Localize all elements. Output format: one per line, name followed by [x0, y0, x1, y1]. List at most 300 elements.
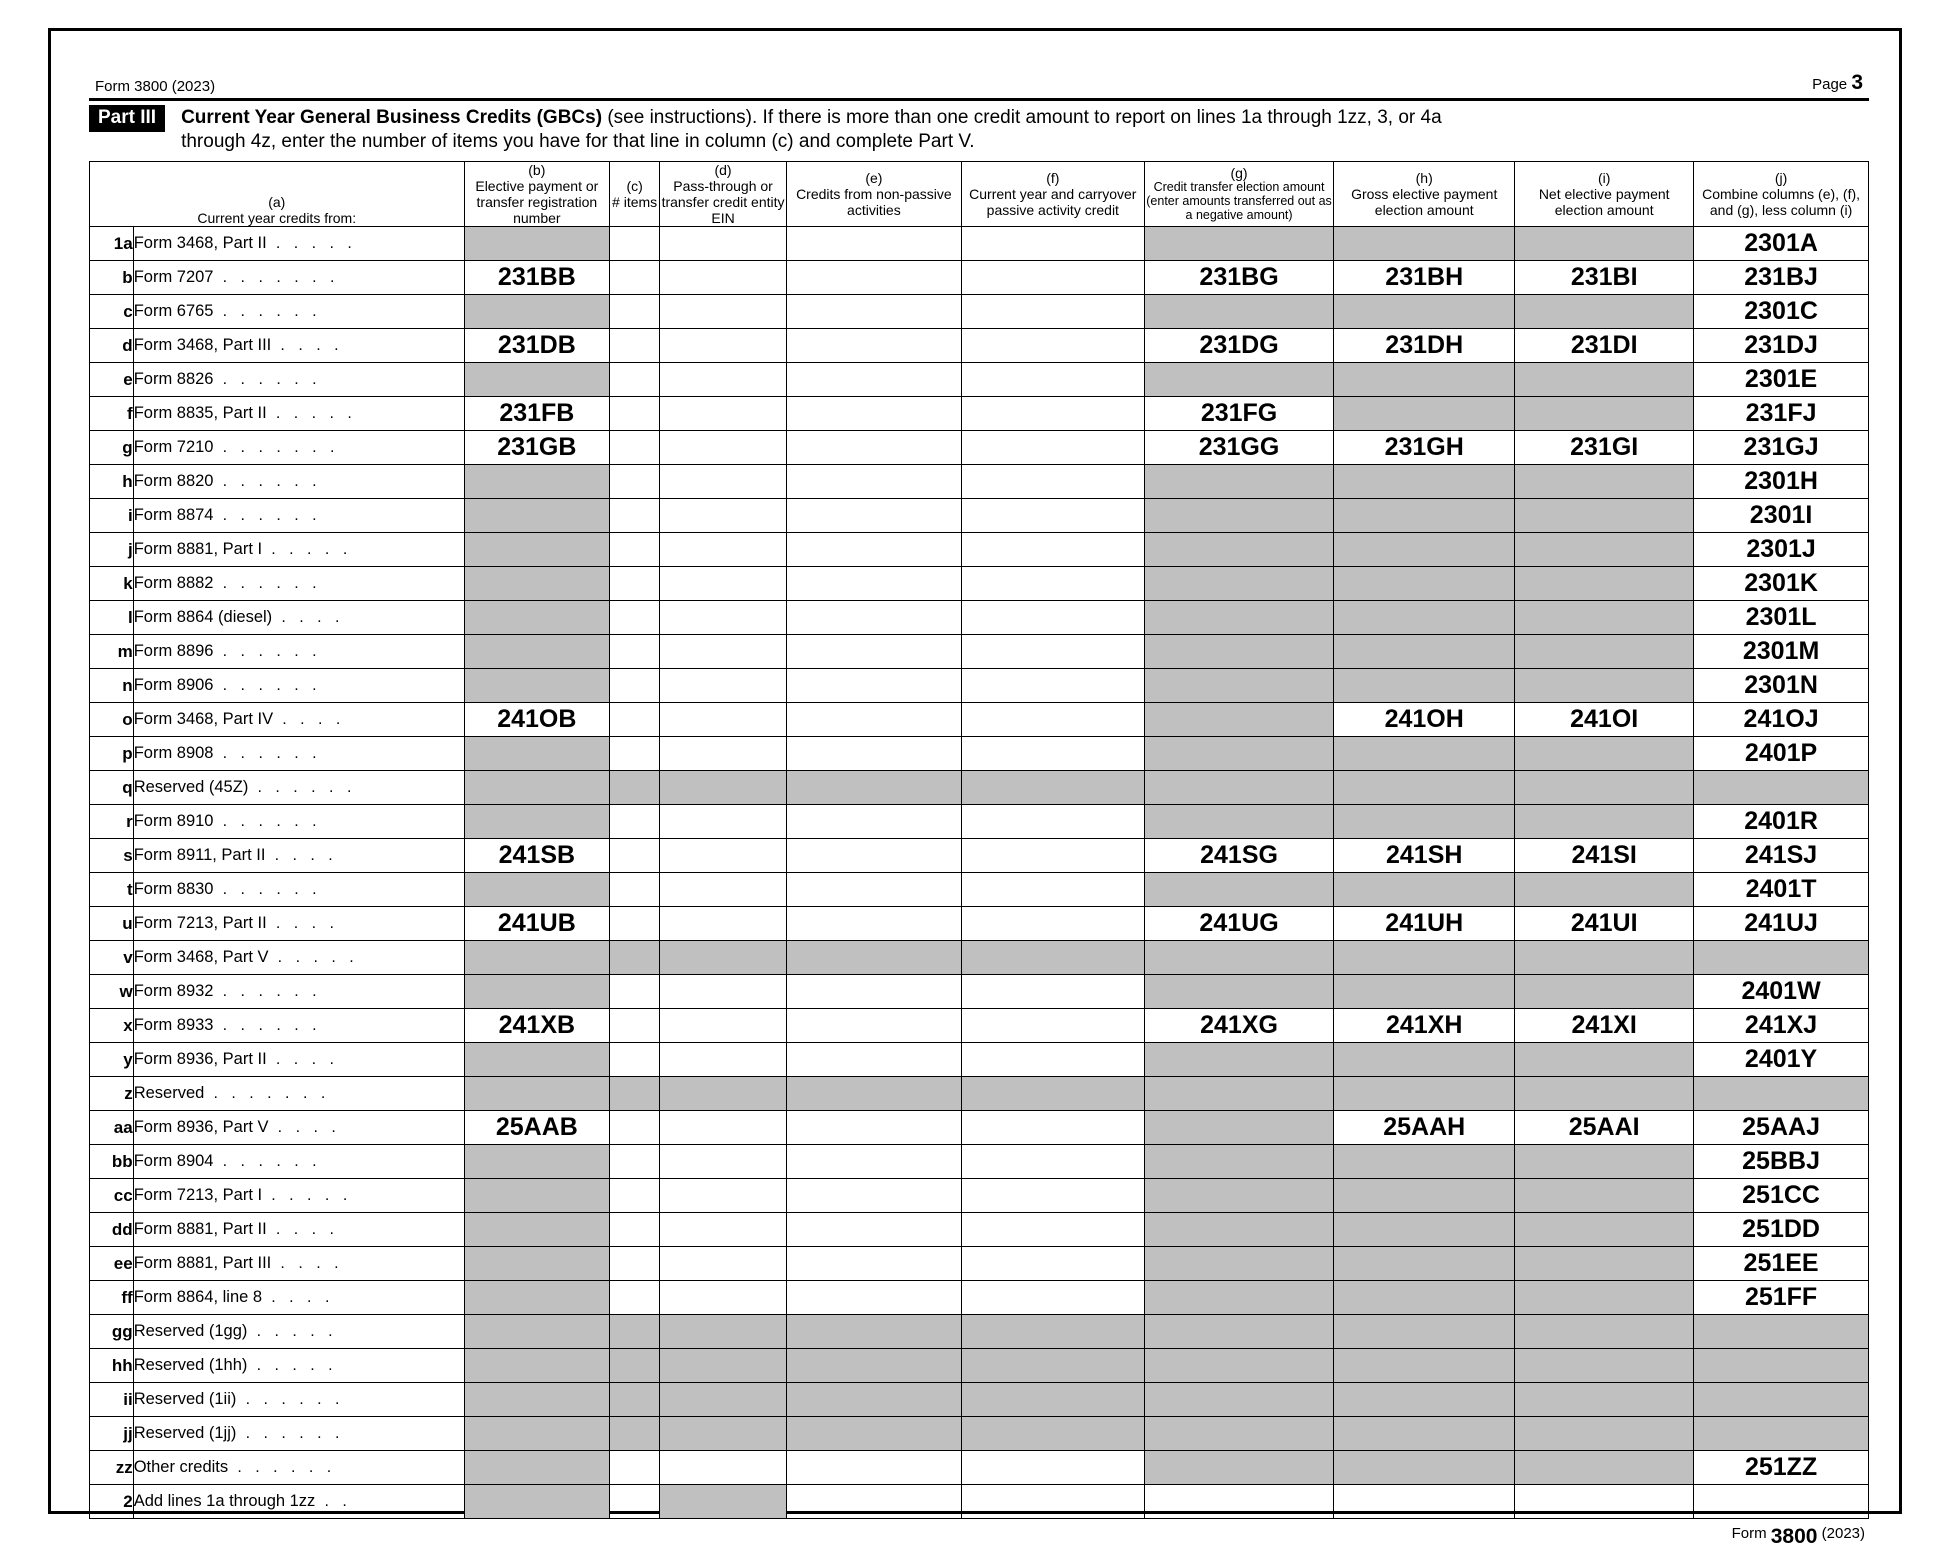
cell-i	[1515, 1417, 1694, 1451]
column-letter-e: (e)	[865, 169, 883, 186]
cell-c[interactable]	[610, 1145, 660, 1179]
cell-i	[1515, 941, 1694, 975]
cell-g[interactable]: 231BG	[1144, 261, 1333, 295]
row-description-text: Form 8881, Part I	[133, 540, 263, 558]
cell-d[interactable]	[660, 805, 787, 839]
cell-j[interactable]: 25BBJ	[1694, 1145, 1869, 1179]
cell-h	[1334, 669, 1515, 703]
cell-f[interactable]	[961, 839, 1144, 873]
cell-d[interactable]	[660, 1179, 787, 1213]
cell-c[interactable]	[610, 1247, 660, 1281]
cell-i[interactable]: 231DI	[1515, 329, 1694, 363]
row-description-text: Form 6765	[133, 302, 214, 320]
cell-d[interactable]	[660, 669, 787, 703]
cell-d[interactable]	[660, 397, 787, 431]
cell-i[interactable]: 241XI	[1515, 1009, 1694, 1043]
cell-c[interactable]	[610, 261, 660, 295]
row-description	[133, 1043, 464, 1077]
row-label: o	[90, 703, 134, 737]
cell-b[interactable]: 231BB	[464, 261, 610, 295]
cell-d[interactable]	[660, 907, 787, 941]
cell-f[interactable]	[961, 227, 1144, 261]
cell-c[interactable]	[610, 567, 660, 601]
cell-c[interactable]	[610, 1043, 660, 1077]
cell-f[interactable]	[961, 533, 1144, 567]
cell-d[interactable]	[660, 499, 787, 533]
row-description-text: Form 8864 (diesel)	[133, 608, 273, 626]
cell-i[interactable]	[1515, 1485, 1694, 1519]
cell-i	[1515, 227, 1694, 261]
leader-dots: . . . .	[280, 1255, 344, 1272]
cell-b	[464, 1281, 610, 1315]
leader-dots: . . . . . .	[222, 643, 322, 660]
cell-i[interactable]: 231BI	[1515, 261, 1694, 295]
row-label: i	[90, 499, 134, 533]
cell-c[interactable]	[610, 1281, 660, 1315]
cell-f[interactable]	[961, 1247, 1144, 1281]
cell-c[interactable]	[610, 737, 660, 771]
cell-b	[464, 873, 610, 907]
cell-c[interactable]	[610, 703, 660, 737]
cell-e[interactable]	[787, 261, 962, 295]
cell-g	[1144, 771, 1333, 805]
cell-h[interactable]: 241SH	[1334, 839, 1515, 873]
cell-c[interactable]	[610, 975, 660, 1009]
cell-j[interactable]: 241SJ	[1694, 839, 1869, 873]
cell-i[interactable]: 25AAI	[1515, 1111, 1694, 1145]
cell-e[interactable]	[787, 1145, 962, 1179]
row-label: aa	[90, 1111, 134, 1145]
row-description	[133, 1077, 464, 1111]
cell-d	[660, 1077, 787, 1111]
cell-c[interactable]	[610, 227, 660, 261]
row-description-text: Form 8864, line 8	[133, 1288, 263, 1306]
cell-c[interactable]	[610, 431, 660, 465]
cell-f[interactable]	[961, 431, 1144, 465]
cell-e[interactable]	[787, 533, 962, 567]
cell-d[interactable]	[660, 363, 787, 397]
cell-e[interactable]	[787, 1179, 962, 1213]
cell-i[interactable]: 241OI	[1515, 703, 1694, 737]
cell-j[interactable]: 2401Y	[1694, 1043, 1869, 1077]
cell-d[interactable]	[660, 1281, 787, 1315]
cell-g[interactable]: 241SG	[1144, 839, 1333, 873]
cell-g[interactable]: 241UG	[1144, 907, 1333, 941]
cell-e[interactable]	[787, 1009, 962, 1043]
cell-e[interactable]	[787, 737, 962, 771]
row-label: c	[90, 295, 134, 329]
cell-c[interactable]	[610, 329, 660, 363]
cell-e[interactable]	[787, 1451, 962, 1485]
table-row	[90, 1451, 1869, 1485]
cell-f[interactable]	[961, 1043, 1144, 1077]
row-description	[133, 635, 464, 669]
column-letter-b: (b)	[528, 161, 546, 178]
cell-d[interactable]	[660, 1043, 787, 1077]
cell-c[interactable]	[610, 295, 660, 329]
cell-e[interactable]	[787, 1213, 962, 1247]
cell-e[interactable]	[787, 669, 962, 703]
column-header-g	[1144, 161, 1333, 226]
cell-d[interactable]	[660, 873, 787, 907]
cell-e[interactable]	[787, 1485, 962, 1519]
cell-e[interactable]	[787, 227, 962, 261]
cell-g	[1144, 567, 1333, 601]
credits-table	[89, 161, 1869, 1519]
cell-f[interactable]	[961, 295, 1144, 329]
cell-j[interactable]: 2301E	[1694, 363, 1869, 397]
cell-j[interactable]: 231DJ	[1694, 329, 1869, 363]
cell-c[interactable]	[610, 1213, 660, 1247]
cell-e[interactable]	[787, 499, 962, 533]
cell-f[interactable]	[961, 669, 1144, 703]
row-label: w	[90, 975, 134, 1009]
cell-e[interactable]	[787, 465, 962, 499]
cell-f	[961, 1349, 1144, 1383]
cell-e[interactable]	[787, 1247, 962, 1281]
cell-c[interactable]	[610, 907, 660, 941]
cell-f[interactable]	[961, 1281, 1144, 1315]
cell-e[interactable]	[787, 567, 962, 601]
cell-b[interactable]: 231FB	[464, 397, 610, 431]
cell-i[interactable]: 231GI	[1515, 431, 1694, 465]
cell-j[interactable]: 251FF	[1694, 1281, 1869, 1315]
cell-g[interactable]	[1144, 1485, 1333, 1519]
cell-g[interactable]: 231GG	[1144, 431, 1333, 465]
cell-j[interactable]: 2301N	[1694, 669, 1869, 703]
cell-j[interactable]	[1694, 1485, 1869, 1519]
cell-h	[1334, 1213, 1515, 1247]
cell-d[interactable]	[660, 1213, 787, 1247]
cell-d[interactable]	[660, 261, 787, 295]
cell-d[interactable]	[660, 533, 787, 567]
cell-f[interactable]	[961, 1111, 1144, 1145]
leader-dots: . . . . . .	[222, 473, 322, 490]
cell-b[interactable]: 241OB	[464, 703, 610, 737]
cell-j	[1694, 1383, 1869, 1417]
cell-h	[1334, 805, 1515, 839]
row-label: z	[90, 1077, 134, 1111]
cell-d[interactable]	[660, 1247, 787, 1281]
cell-d[interactable]	[660, 227, 787, 261]
cell-c[interactable]	[610, 363, 660, 397]
cell-j[interactable]: 2401T	[1694, 873, 1869, 907]
cell-e[interactable]	[787, 805, 962, 839]
cell-f[interactable]	[961, 601, 1144, 635]
cell-e[interactable]	[787, 295, 962, 329]
table-row	[90, 465, 1869, 499]
table-row	[90, 1077, 1869, 1111]
cell-h	[1334, 295, 1515, 329]
column-header-j	[1694, 161, 1869, 226]
cell-d[interactable]	[660, 295, 787, 329]
cell-f[interactable]	[961, 329, 1144, 363]
cell-f[interactable]	[961, 1009, 1144, 1043]
cell-f[interactable]	[961, 567, 1144, 601]
cell-f[interactable]	[961, 465, 1144, 499]
cell-f[interactable]	[961, 363, 1144, 397]
row-description-text: Form 3468, Part IV	[133, 710, 274, 728]
row-description-text: Form 8896	[133, 642, 214, 660]
table-row	[90, 975, 1869, 1009]
cell-j[interactable]: 2301I	[1694, 499, 1869, 533]
cell-j[interactable]: 2301C	[1694, 295, 1869, 329]
row-label: d	[90, 329, 134, 363]
cell-d[interactable]	[660, 567, 787, 601]
row-description-text: Reserved (1ii)	[133, 1390, 237, 1408]
cell-j[interactable]: 231BJ	[1694, 261, 1869, 295]
table-body	[90, 227, 1869, 1519]
cell-b[interactable]: 231DB	[464, 329, 610, 363]
cell-c[interactable]	[610, 465, 660, 499]
cell-f[interactable]	[961, 873, 1144, 907]
cell-g[interactable]: 231FG	[1144, 397, 1333, 431]
cell-f[interactable]	[961, 1451, 1144, 1485]
cell-e[interactable]	[787, 329, 962, 363]
cell-j[interactable]: 2401W	[1694, 975, 1869, 1009]
row-description-text: Form 8830	[133, 880, 214, 898]
cell-c[interactable]	[610, 1451, 660, 1485]
cell-i	[1515, 295, 1694, 329]
table-row	[90, 397, 1869, 431]
cell-j[interactable]: 2301J	[1694, 533, 1869, 567]
cell-e[interactable]	[787, 397, 962, 431]
cell-c[interactable]	[610, 601, 660, 635]
table-row	[90, 1383, 1869, 1417]
footer-form-number: 3800	[1770, 1525, 1818, 1548]
row-label: gg	[90, 1315, 134, 1349]
cell-e[interactable]	[787, 839, 962, 873]
cell-c	[610, 1315, 660, 1349]
leader-dots: . . . . .	[275, 235, 357, 252]
cell-f[interactable]	[961, 1179, 1144, 1213]
cell-f[interactable]	[961, 703, 1144, 737]
row-description-text: Form 8874	[133, 506, 214, 524]
cell-e[interactable]	[787, 907, 962, 941]
row-label: n	[90, 669, 134, 703]
cell-f[interactable]	[961, 1485, 1144, 1519]
cell-i[interactable]: 241UI	[1515, 907, 1694, 941]
table-row	[90, 1043, 1869, 1077]
cell-j[interactable]: 251CC	[1694, 1179, 1869, 1213]
cell-e[interactable]	[787, 431, 962, 465]
table-row	[90, 635, 1869, 669]
cell-e[interactable]	[787, 1281, 962, 1315]
cell-i	[1515, 1349, 1694, 1383]
row-description	[133, 1145, 464, 1179]
leader-dots: . . . . . .	[222, 1153, 322, 1170]
cell-e[interactable]	[787, 873, 962, 907]
cell-d[interactable]	[660, 635, 787, 669]
cell-c[interactable]	[610, 1179, 660, 1213]
cell-e	[787, 941, 962, 975]
cell-e[interactable]	[787, 975, 962, 1009]
cell-e[interactable]	[787, 1043, 962, 1077]
cell-i[interactable]: 241SI	[1515, 839, 1694, 873]
cell-c[interactable]	[610, 635, 660, 669]
table-row	[90, 363, 1869, 397]
cell-g	[1144, 1281, 1333, 1315]
cell-b[interactable]: 241UB	[464, 907, 610, 941]
cell-b	[464, 1247, 610, 1281]
cell-c[interactable]	[610, 1111, 660, 1145]
cell-h	[1334, 465, 1515, 499]
cell-i	[1515, 805, 1694, 839]
cell-j[interactable]: 2401R	[1694, 805, 1869, 839]
row-description	[133, 1485, 464, 1519]
table-row	[90, 703, 1869, 737]
cell-h[interactable]: 241UH	[1334, 907, 1515, 941]
cell-j[interactable]: 241OJ	[1694, 703, 1869, 737]
cell-d[interactable]	[660, 703, 787, 737]
row-label: dd	[90, 1213, 134, 1247]
cell-f[interactable]	[961, 1213, 1144, 1247]
column-header-h	[1334, 161, 1515, 226]
row-label: 2	[90, 1485, 134, 1519]
cell-b	[464, 567, 610, 601]
cell-e[interactable]	[787, 363, 962, 397]
cell-g[interactable]: 241XG	[1144, 1009, 1333, 1043]
row-description-text: Form 7213, Part II	[133, 914, 267, 932]
cell-d[interactable]	[660, 1111, 787, 1145]
cell-d[interactable]	[660, 329, 787, 363]
cell-g	[1144, 805, 1333, 839]
cell-i	[1515, 771, 1694, 805]
cell-h[interactable]: 25AAH	[1334, 1111, 1515, 1145]
cell-f[interactable]	[961, 261, 1144, 295]
cell-d[interactable]	[660, 1009, 787, 1043]
leader-dots: . . . . . .	[237, 1459, 336, 1476]
cell-j[interactable]: 251DD	[1694, 1213, 1869, 1247]
column-header-a	[90, 161, 465, 226]
cell-j[interactable]: 2301L	[1694, 601, 1869, 635]
cell-c	[610, 941, 660, 975]
row-description	[133, 1179, 464, 1213]
cell-c[interactable]	[610, 805, 660, 839]
cell-f[interactable]	[961, 805, 1144, 839]
leader-dots: . . . .	[275, 1051, 339, 1068]
part-title: Current Year General Business Credits (GBCs)	[181, 107, 603, 128]
cell-d[interactable]	[660, 975, 787, 1009]
cell-c[interactable]	[610, 397, 660, 431]
cell-e[interactable]	[787, 703, 962, 737]
row-description	[133, 363, 464, 397]
part-instruction-line-2: through 4z, enter the number of items you have for that line in column (c) and complete Part V.	[181, 131, 975, 153]
cell-c[interactable]	[610, 873, 660, 907]
leader-dots: . . . . . .	[222, 507, 322, 524]
row-label: hh	[90, 1349, 134, 1383]
cell-c[interactable]	[610, 669, 660, 703]
cell-j[interactable]: 241UJ	[1694, 907, 1869, 941]
cell-d[interactable]	[660, 1145, 787, 1179]
cell-d[interactable]	[660, 839, 787, 873]
cell-h[interactable]	[1334, 1485, 1515, 1519]
row-label: r	[90, 805, 134, 839]
cell-j[interactable]: 251ZZ	[1694, 1451, 1869, 1485]
cell-d[interactable]	[660, 1451, 787, 1485]
cell-b	[464, 363, 610, 397]
cell-d[interactable]	[660, 431, 787, 465]
cell-f[interactable]	[961, 737, 1144, 771]
cell-e[interactable]	[787, 601, 962, 635]
cell-b[interactable]: 241SB	[464, 839, 610, 873]
row-label: f	[90, 397, 134, 431]
cell-d[interactable]	[660, 737, 787, 771]
cell-c	[610, 1383, 660, 1417]
cell-f[interactable]	[961, 499, 1144, 533]
cell-e	[787, 771, 962, 805]
cell-e[interactable]	[787, 635, 962, 669]
cell-f[interactable]	[961, 397, 1144, 431]
row-description	[133, 771, 464, 805]
cell-h[interactable]: 231BH	[1334, 261, 1515, 295]
cell-j[interactable]: 231FJ	[1694, 397, 1869, 431]
cell-b[interactable]: 241XB	[464, 1009, 610, 1043]
cell-b	[464, 1145, 610, 1179]
row-description-text: Other credits	[133, 1458, 229, 1476]
cell-f[interactable]	[961, 635, 1144, 669]
cell-c[interactable]	[610, 533, 660, 567]
row-description-text: Form 8932	[133, 982, 214, 1000]
row-description	[133, 805, 464, 839]
cell-j[interactable]: 2301M	[1694, 635, 1869, 669]
cell-d[interactable]	[660, 465, 787, 499]
cell-h[interactable]: 231DH	[1334, 329, 1515, 363]
cell-c[interactable]	[610, 1009, 660, 1043]
column-title-h: Gross elective payment election amount	[1351, 185, 1498, 218]
form-content	[89, 71, 1869, 1549]
row-description	[133, 295, 464, 329]
cell-j[interactable]: 241XJ	[1694, 1009, 1869, 1043]
cell-j[interactable]: 2301A	[1694, 227, 1869, 261]
cell-c[interactable]	[610, 499, 660, 533]
cell-g[interactable]: 231DG	[1144, 329, 1333, 363]
cell-g	[1144, 1383, 1333, 1417]
row-label: y	[90, 1043, 134, 1077]
cell-h[interactable]: 231GH	[1334, 431, 1515, 465]
row-label: 1a	[90, 227, 134, 261]
cell-i	[1515, 1281, 1694, 1315]
cell-h[interactable]: 241XH	[1334, 1009, 1515, 1043]
cell-d[interactable]	[660, 601, 787, 635]
cell-j[interactable]: 2301H	[1694, 465, 1869, 499]
cell-b[interactable]: 231GB	[464, 431, 610, 465]
row-label: cc	[90, 1179, 134, 1213]
cell-j[interactable]: 251EE	[1694, 1247, 1869, 1281]
cell-c[interactable]	[610, 1485, 660, 1519]
table-row	[90, 669, 1869, 703]
row-description	[133, 261, 464, 295]
cell-j[interactable]: 2301K	[1694, 567, 1869, 601]
cell-f[interactable]	[961, 907, 1144, 941]
row-label: q	[90, 771, 134, 805]
cell-f	[961, 941, 1144, 975]
cell-d	[660, 1349, 787, 1383]
cell-j[interactable]: 25AAJ	[1694, 1111, 1869, 1145]
table-row	[90, 907, 1869, 941]
cell-f[interactable]	[961, 975, 1144, 1009]
cell-c[interactable]	[610, 839, 660, 873]
cell-b[interactable]: 25AAB	[464, 1111, 610, 1145]
row-description	[133, 839, 464, 873]
cell-h[interactable]: 241OH	[1334, 703, 1515, 737]
row-label: t	[90, 873, 134, 907]
cell-j[interactable]: 231GJ	[1694, 431, 1869, 465]
cell-j[interactable]: 2401P	[1694, 737, 1869, 771]
cell-e[interactable]	[787, 1111, 962, 1145]
cell-f[interactable]	[961, 1145, 1144, 1179]
cell-g	[1144, 363, 1333, 397]
